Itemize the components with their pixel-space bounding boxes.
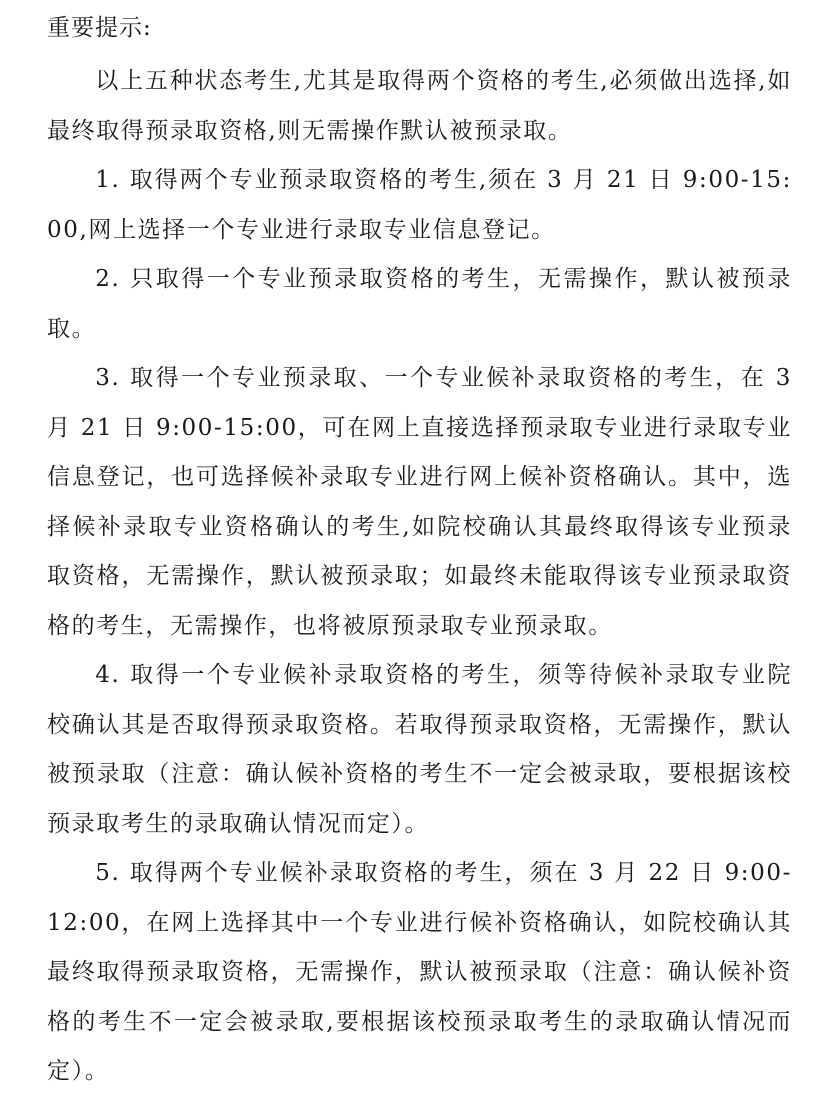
rule-item-1: 1. 取得两个专业预录取资格的考生,须在 3 月 21 日 9:00-15:00,网上选择一个专业进行录取专业信息登记。 bbox=[47, 167, 792, 243]
notice-heading: 重要提示: bbox=[47, 15, 152, 41]
rule-item-2: 2. 只取得一个专业预录取资格的考生，无需操作，默认被预录取。 bbox=[47, 266, 792, 342]
intro-paragraph: 以上五种状态考生,尤其是取得两个资格的考生,必须做出选择,如最终取得预录取资格,则无需操作默认被预录取。 bbox=[47, 68, 792, 144]
document-page bbox=[47, 8, 792, 1097]
rule-item-4: 4. 取得一个专业候补录取资格的考生，须等待候补录取专业院校确认其是否取得预录取资格。若取得预录取资格，无需操作，默认被预录取（注意：确认候补资格的考生不一定会被录取，要根据该校预录取考生的录取确认情况而定）。 bbox=[47, 662, 792, 837]
rule-item-5: 5. 取得两个专业候补录取资格的考生，须在 3 月 22 日 9:00-12:00，在网上选择其中一个专业进行候补资格确认，如院校确认其最终取得预录取资格，无需操作，默认被预录取（注意：确认候补资格的考生不一定会被录取,要根据该校预录取考生的录取确认情况而定）。 bbox=[47, 860, 792, 1084]
rule-item-3: 3. 取得一个专业预录取、一个专业候补录取资格的考生，在 3 月 21 日 9:00-15:00，可在网上直接选择预录取专业进行录取专业信息登记，也可选择候补录取专业进行网上候补资格确认。其中，选择候补录取专业资格确认的考生,如院校确认其最终取得该专业预录取资格，无需操作，默认被预录取；如最终未能取得该专业预录取资格的考生，无需操作，也将被原预录取专业预录取。 bbox=[47, 365, 792, 639]
